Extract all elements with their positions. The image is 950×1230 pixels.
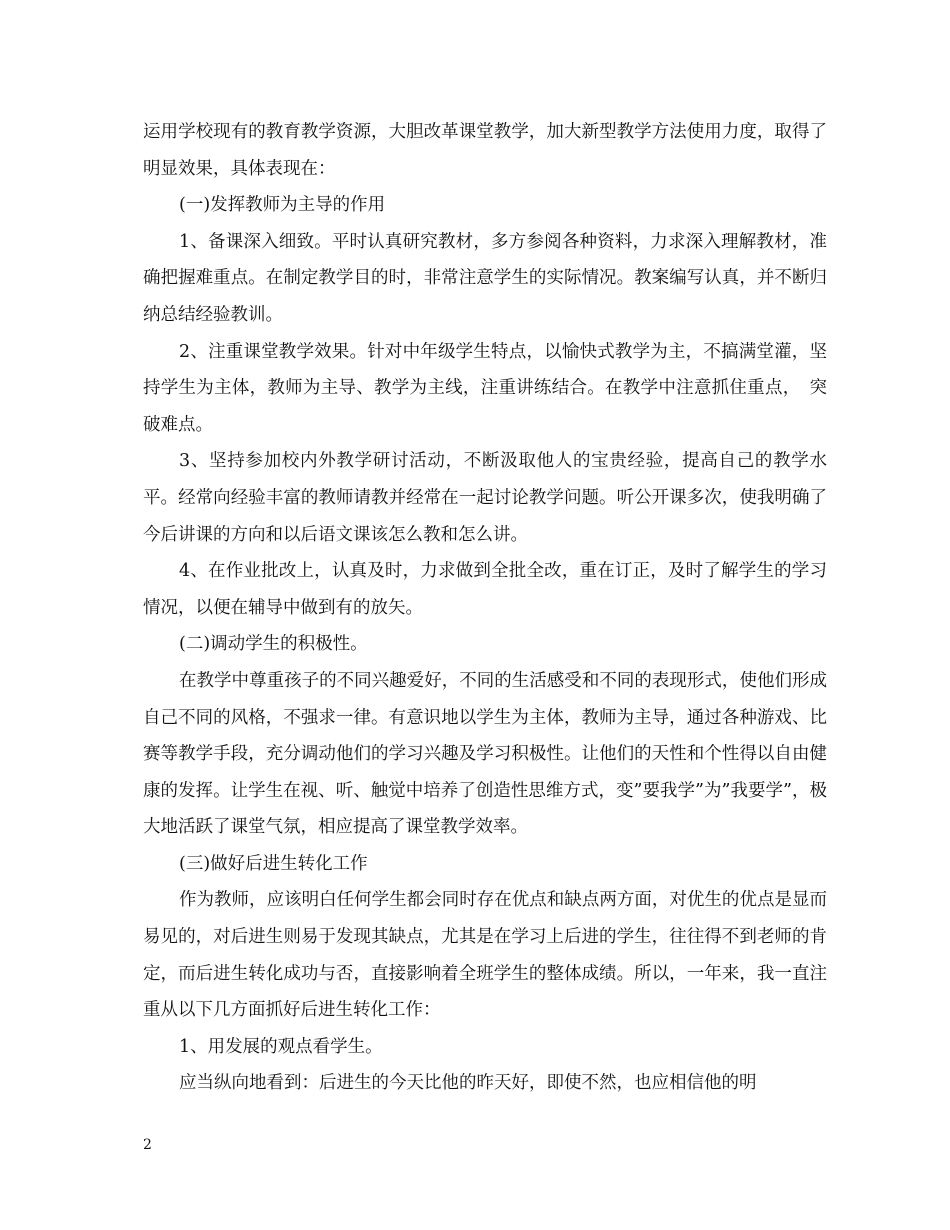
paragraph: 运用学校现有的教育教学资源，大胆改革课堂教学，加大新型教学方法使用力度，取得了明显效果，具体表现在： <box>143 122 827 179</box>
paragraph: 在教学中尊重孩子的不同兴趣爱好，不同的生活感受和不同的表现形式，使他们形成自己不同的风格，不强求一律。有意识地以学生为主体，教师为主导，通过各种游戏、比赛等教学手段，充分调动他们的学习兴趣及学习积极性。让他们的天性和个性得以自由健康的发挥。让学生在视、听、触觉中培养了创造性思维方式，变”要我学”为”我要学”，极大地活跃了课堂气氛，相应提高了课堂教学效率。 <box>143 670 827 838</box>
heading-section-3: (三)做好后进生转化工作 <box>179 853 368 874</box>
paragraph: 应当纵向地看到：后进生的今天比他的昨天好，即使不然，也应相信他的明 <box>179 1073 757 1094</box>
heading-section-1: (一)发挥教师为主导的作用 <box>179 195 386 216</box>
paragraph: 1、备课深入细致。平时认真研究教材，多方参阅各种资料，力求深入理解教材，准确把握难重点。在制定教学目的时，非常注意学生的实际情况。教案编写认真，并不断归纳总结经验教训。 <box>143 231 827 325</box>
paragraph: 4、在作业批改上，认真及时，力求做到全批全改，重在订正，及时了解学生的学习情况，以便在辅导中做到有的放矢。 <box>143 561 827 618</box>
paragraph: 3、坚持参加校内外教学研讨活动，不断汲取他人的宝贵经验，提高自己的教学水平。经常向经验丰富的教师请教并经常在一起讨论教学问题。听公开课多次，使我明确了今后讲课的方向和以后语文课该怎么教和怎么讲。 <box>143 451 827 545</box>
paragraph: 2、注重课堂教学效果。针对中年级学生特点，以愉快式教学为主，不搞满堂灌，坚持学生为主体，教师为主导、教学为主线，注重讲练结合。在教学中注意抓住重点， 突破难点。 <box>143 341 827 435</box>
page-number: 2 <box>143 1137 152 1153</box>
heading-section-2: (二)调动学生的积极性。 <box>179 634 368 655</box>
document-body <box>143 114 827 1102</box>
subheading: 1、用发展的观点看学生。 <box>179 1036 383 1057</box>
paragraph: 作为教师，应该明白任何学生都会同时存在优点和缺点两方面，对优生的优点是显而易见的，对后进生则易于发现其缺点，尤其是在学习上后进的学生，往往得不到老师的肯定，而后进生转化成功与否，直接影响着全班学生的整体成绩。所以，一年来，我一直注重从以下几方面抓好后进生转化工作： <box>143 890 827 1021</box>
